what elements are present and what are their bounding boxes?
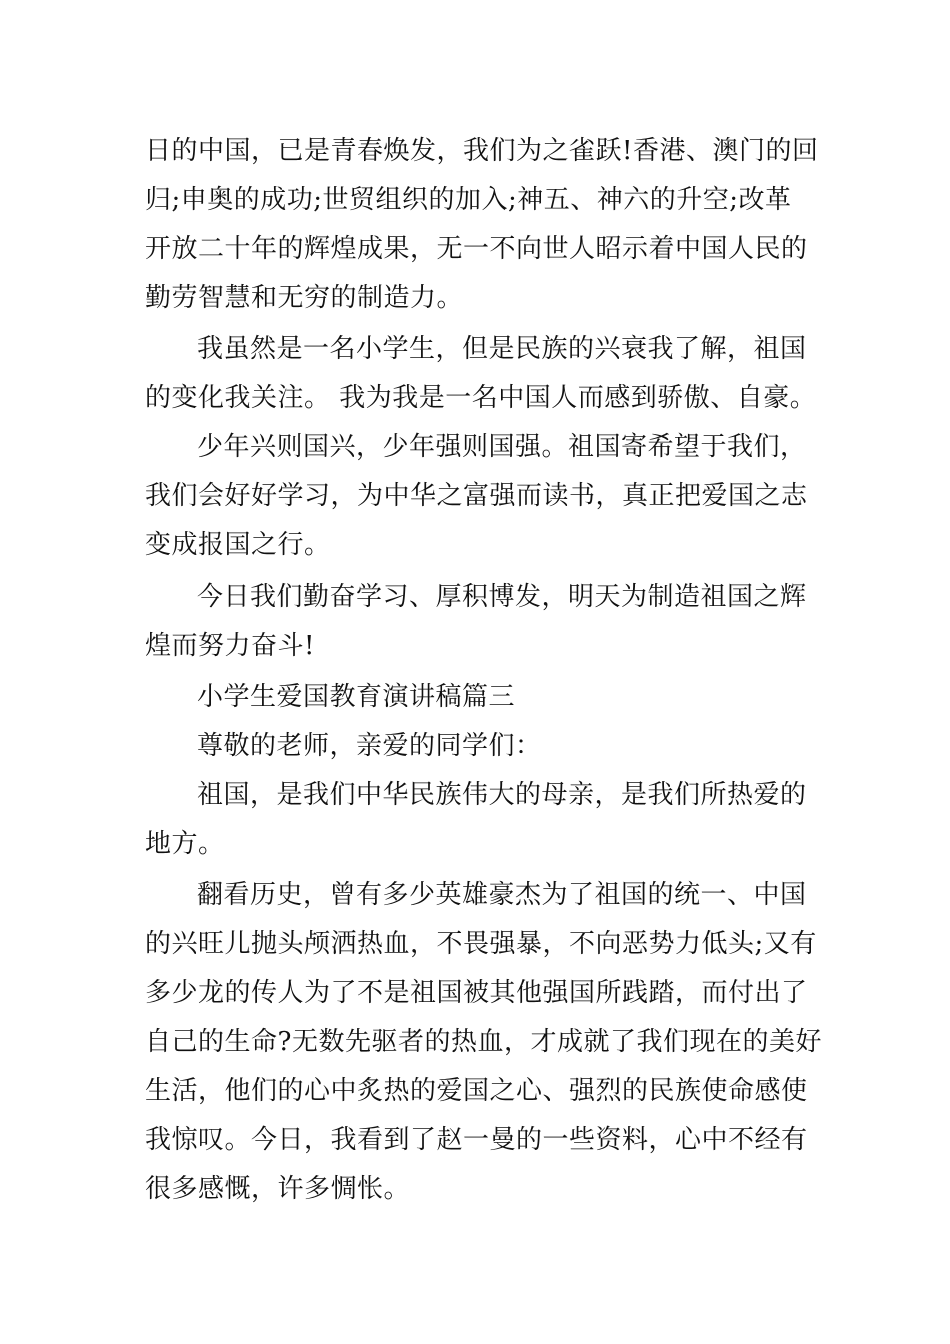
text-line: 勤劳智慧和无穷的制造力。 <box>145 283 464 313</box>
text-line: 开放二十年的辉煌成果，无一不向世人昭示着中国人民的 <box>145 234 808 264</box>
paragraph-first-line: 我虽然是一名小学生，但是民族的兴衰我了解，祖国 <box>197 334 807 364</box>
text-line: 多少龙的传人为了不是祖国被其他强国所践踏，而付出了 <box>145 978 808 1008</box>
text-line: 我们会好好学习，为中华之富强而读书，真正把爱国之志 <box>145 481 808 511</box>
text-line: 日的中国，已是青春焕发，我们为之雀跃!香港、澳门的回 <box>145 136 819 166</box>
text-line: 我惊叹。今日，我看到了赵一曼的一些资料，心中不经有 <box>145 1125 808 1155</box>
paragraph-first-line: 今日我们勤奋学习、厚积博发，明天为制造祖国之辉 <box>197 582 807 612</box>
text-line: 自己的生命?无数先驱者的热血，才成就了我们现在的美好 <box>145 1027 822 1057</box>
paragraph-first-line: 祖国，是我们中华民族伟大的母亲，是我们所热爱的 <box>197 780 807 810</box>
salutation: 尊敬的老师，亲爱的同学们： <box>197 731 542 761</box>
paragraph-first-line: 翻看历史，曾有多少英雄豪杰为了祖国的统一、中国 <box>197 880 807 910</box>
paragraph-first-line: 少年兴则国兴，少年强则国强。祖国寄希望于我们， <box>197 432 807 462</box>
text-line: 归;申奥的成功;世贸组织的加入;神五、神六的升空;改革 <box>145 185 792 215</box>
section-heading: 小学生爱国教育演讲稿篇三 <box>197 682 516 712</box>
text-line: 变成报国之行。 <box>145 530 331 560</box>
text-line: 的兴旺儿抛头颅洒热血，不畏强暴，不向恶势力低头;又有 <box>145 929 817 959</box>
text-line: 地方。 <box>145 829 225 859</box>
text-line: 生活，他们的心中炙热的爱国之心、强烈的民族使命感使 <box>145 1076 808 1106</box>
text-line: 很多感慨，许多惆怅。 <box>145 1174 411 1204</box>
text-line: 煌而努力奋斗! <box>145 631 315 661</box>
text-line: 的变化我关注。 我为我是一名中国人而感到骄傲、自豪。 <box>145 383 817 413</box>
